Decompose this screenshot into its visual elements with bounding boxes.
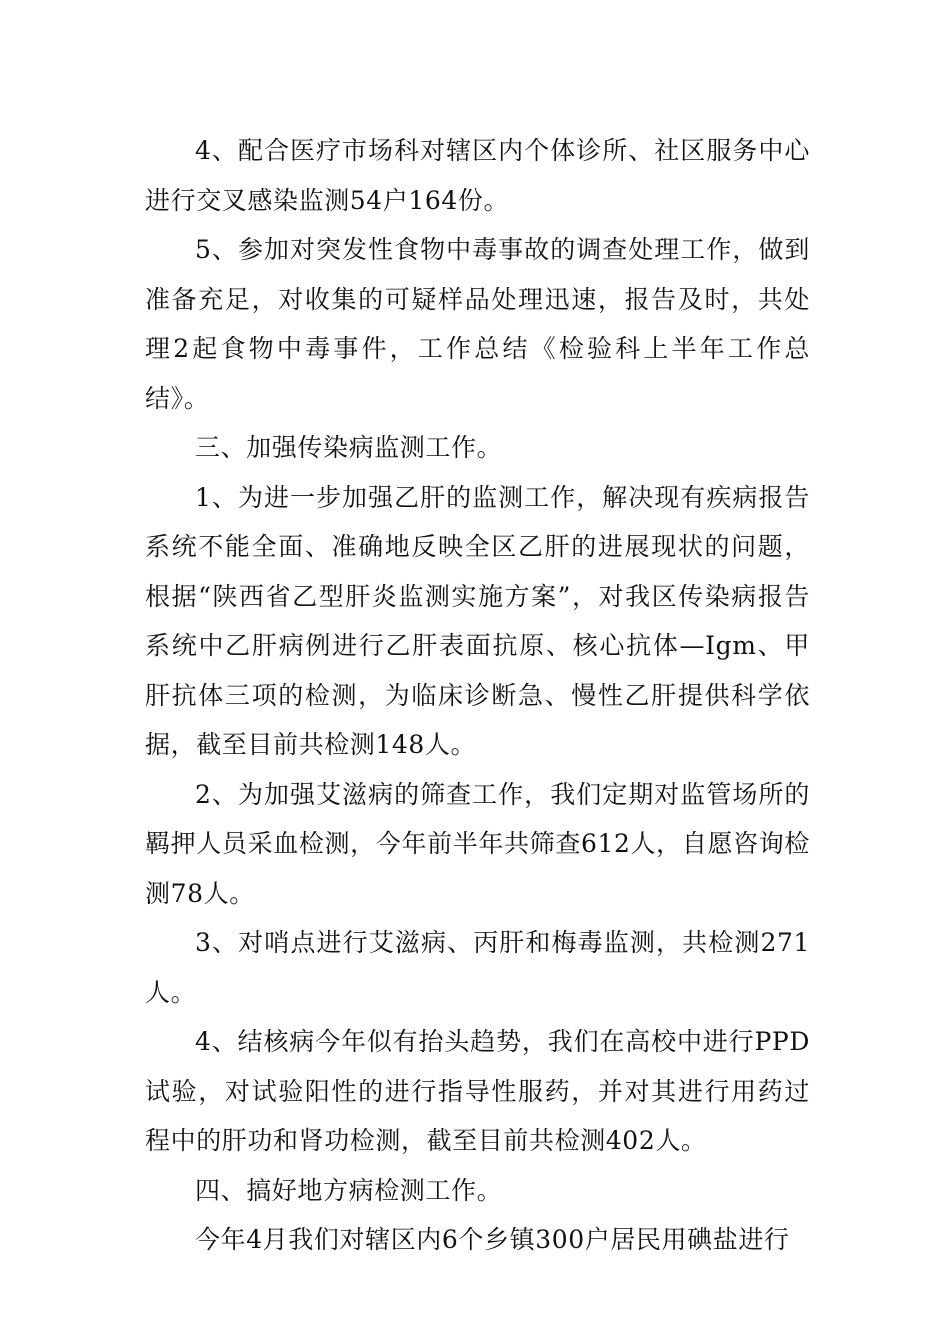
paragraph-food-poisoning-investigation: 5、参加对突发性食物中毒事故的调查处理工作，做到准备充足，对收集的可疑样品处理迅速，报告及时，共处理2起食物中毒事件，工作总结《检验科上半年工作总结》。	[145, 235, 810, 413]
paragraph-cross-infection-monitoring: 4、配合医疗市场科对辖区内个体诊所、社区服务中心进行交叉感染监测54户164份。	[145, 136, 810, 215]
paragraph-sentinel-monitoring: 3、对哨点进行艾滋病、丙肝和梅毒监测，共检测271人。	[145, 928, 810, 1007]
paragraph-tuberculosis-ppd: 4、结核病今年似有抬头趋势，我们在高校中进行PPD试验，对试验阳性的进行指导性服药，并对其进行用药过程中的肝功和肾功检测，截至目前共检测402人。	[145, 1027, 810, 1155]
section-heading-endemic-disease: 四、搞好地方病检测工作。	[195, 1175, 503, 1205]
section-heading-infectious-disease: 三、加强传染病监测工作。	[195, 433, 503, 462]
paragraph-iodized-salt: 今年4月我们对辖区内6个乡镇300户居民用碘盐进行	[195, 1225, 790, 1254]
document-body	[145, 126, 810, 1265]
paragraph-aids-screening: 2、为加强艾滋病的筛查工作，我们定期对监管场所的羁押人员采血检测，今年前半年共筛查612人，自愿咨询检测78人。	[145, 779, 810, 908]
paragraph-hepatitis-b-monitoring: 1、为进一步加强乙肝的监测工作，解决现有疾病报告系统不能全面、准确地反映全区乙肝的进展现状的问题，根据“陕西省乙型肝炎监测实施方案”，对我区传染病报告系统中乙肝病例进行乙肝表面抗原、核心抗体—Igm、甲肝抗体三项的检测，为临床诊断急、慢性乙肝提供科学依据，截至目前共检测148人。	[145, 482, 810, 759]
